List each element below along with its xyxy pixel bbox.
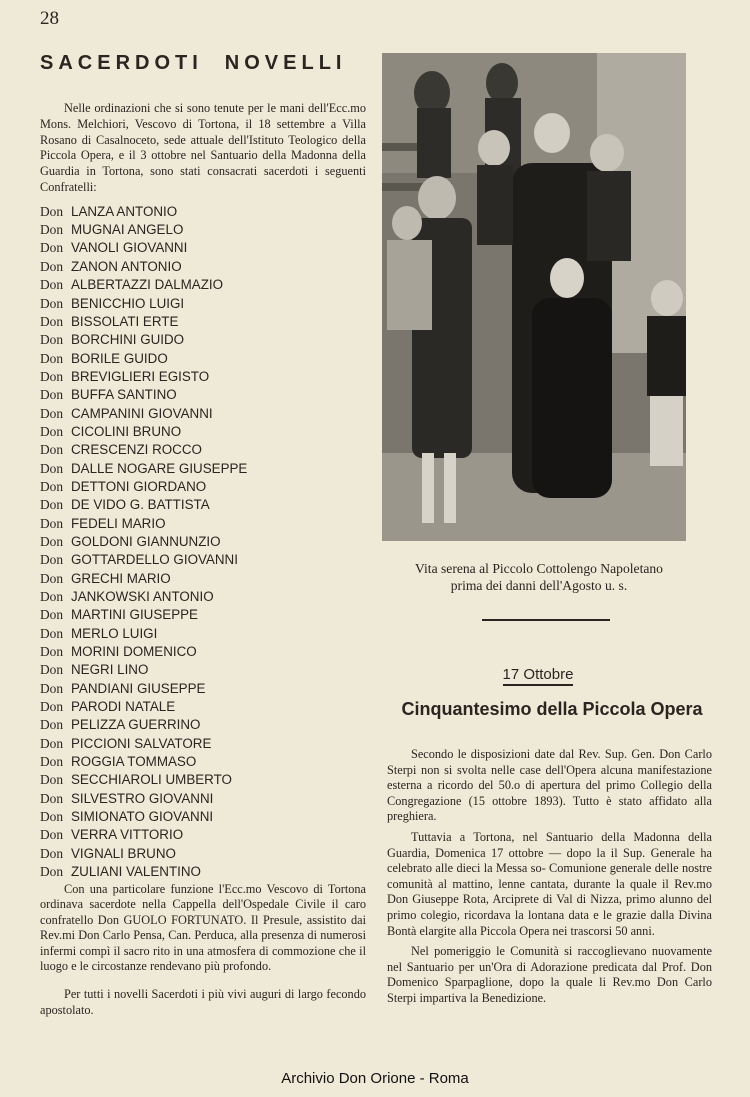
- priest-name-item: [40, 661, 366, 679]
- priest-name-item: [40, 808, 366, 826]
- priest-name: DETTONI GIORDANO: [71, 478, 207, 494]
- priest-name: ZULIANI VALENTINO: [71, 864, 201, 880]
- priest-name-item: [40, 845, 366, 863]
- priest-title-prefix: Don: [40, 258, 64, 274]
- priest-title-prefix: Don: [40, 717, 64, 733]
- photo-caption: [372, 561, 706, 594]
- priest-name: MERLO LUIGI: [71, 625, 158, 641]
- priest-name-item: [40, 826, 366, 844]
- priest-title-prefix: Don: [40, 570, 64, 586]
- priest-title-prefix: Don: [40, 515, 64, 531]
- priest-name: BREVIGLIERI EGISTO: [71, 368, 210, 384]
- photo-caption-line2: prima dei danni dell'Agosto u. s.: [450, 577, 628, 593]
- priest-name: SIMIONATO GIOVANNI: [71, 809, 214, 825]
- priest-name-item: [40, 331, 366, 349]
- priest-name-item: [40, 515, 366, 533]
- priest-name: JANKOWSKI ANTONIO: [71, 589, 214, 604]
- priest-name-item: [40, 496, 366, 514]
- priest-name-item: [40, 368, 366, 386]
- priest-name: BENICCHIO LUIGI: [71, 295, 185, 311]
- section-title-word1: SACERDOTI: [40, 52, 203, 74]
- priest-title-prefix: Don: [40, 313, 64, 329]
- priest-name-item: [40, 460, 366, 478]
- priest-title-prefix: Don: [40, 625, 64, 641]
- priest-name: DALLE NOGARE GIUSEPPE: [71, 460, 248, 476]
- priest-name-item: [40, 753, 366, 771]
- priest-title-prefix: Don: [40, 644, 64, 660]
- priest-name-item: [40, 771, 366, 789]
- priest-name-item: [40, 313, 366, 331]
- priest-title-prefix: Don: [40, 827, 64, 843]
- priest-name-item: [40, 551, 366, 569]
- priest-name: SECCHIAROLI UMBERTO: [71, 772, 232, 788]
- priest-name: CAMPANINI GIOVANNI: [71, 405, 213, 421]
- group-photograph: [382, 53, 686, 541]
- priest-name-item: [40, 441, 366, 459]
- article-title: Cinquantesimo della Piccola Opera: [401, 699, 703, 719]
- priest-name-list: [40, 203, 366, 882]
- priest-name: CRESCENZI ROCCO: [71, 442, 202, 458]
- closing-paragraph: Per tutti i novelli Sacerdoti i più vivi auguri di largo fecondo apostolato.: [40, 987, 366, 1017]
- photo-caption-line1: Vita serena al Piccolo Cottolengo Napoletano: [415, 561, 663, 576]
- priest-name: PELIZZA GUERRINO: [71, 717, 201, 733]
- priest-name-item: [40, 239, 366, 257]
- priest-name-item: [40, 295, 366, 313]
- priest-name-item: [40, 533, 366, 551]
- priest-title-prefix: Don: [40, 295, 64, 311]
- priest-name: VIGNALI BRUNO: [71, 845, 176, 861]
- priest-name-item: [40, 203, 366, 221]
- priest-title-prefix: Don: [40, 589, 64, 604]
- priest-name: BUFFA SANTINO: [71, 387, 177, 403]
- priest-title-prefix: Don: [40, 350, 64, 366]
- priest-name-item: [40, 405, 366, 423]
- priest-name: FEDELI MARIO: [71, 515, 166, 531]
- priest-name-item: [40, 643, 366, 661]
- priest-name-item: [40, 735, 366, 753]
- priest-name: BORILE GUIDO: [71, 350, 168, 366]
- priest-name-item: [40, 423, 366, 441]
- priest-name-item: [40, 790, 366, 808]
- ordination-paragraph: Con una particolare funzione l'Ecc.mo Vescovo di Tortona ordinava sacerdote nella Cappella dell'Ospedale Civile il caro confratello Don GUOLO FORTUNATO. Il Presule, assistito dai Rev.mi Don Carlo Pensa, Can. Perduca, alla presenza di numerosi infermi compì il sacro rito in una atmosfera di commozione che il luogo e le circostanze rendevano più profondo.: [40, 881, 366, 974]
- priest-title-prefix: Don: [40, 662, 64, 678]
- priest-title-prefix: Don: [40, 864, 64, 880]
- priest-title-prefix: Don: [40, 533, 64, 549]
- article-paragraph-3: Nel pomeriggio le Comunità si raccoglievano nuovamente nel Santuario per un'Ora di Adorazione predicata dal Prof. Don Domenico Sparpaglione, dopo la quale li Rev.mo Don Carlo Sterpi impartiva la Benedizione.: [387, 944, 712, 1005]
- priest-name-item: [40, 350, 366, 368]
- priest-title-prefix: Don: [40, 460, 64, 476]
- section-title: [40, 52, 366, 75]
- priest-name: NEGRI LINO: [71, 662, 149, 678]
- priest-title-prefix: Don: [40, 368, 64, 384]
- archive-footer: Archivio Don Orione - Roma: [281, 1070, 469, 1087]
- priest-title-prefix: Don: [40, 442, 64, 458]
- priest-name: GRECHI MARIO: [71, 570, 171, 586]
- priest-name: PICCIONI SALVATORE: [71, 735, 212, 751]
- priest-name-item: [40, 570, 366, 588]
- priest-title-prefix: Don: [40, 772, 64, 788]
- priest-name-item: [40, 698, 366, 716]
- priest-name: MUGNAI ANGELO: [71, 222, 184, 238]
- article-date: [388, 666, 688, 683]
- priest-name: BORCHINI GUIDO: [71, 332, 185, 348]
- priest-name-item: [40, 588, 366, 606]
- priest-name-item: [40, 863, 366, 881]
- priest-name: SILVESTRO GIOVANNI: [71, 790, 214, 806]
- priest-name: VANOLI GIOVANNI: [71, 240, 188, 256]
- article-paragraph-2: Tuttavia a Tortona, nel Santuario della Madonna della Guardia, Domenica 17 ottobre — dopo la il Sup. Generale ha celebrato alle dieci la Messa so- Comunione generale delle nostre comunità al mattino, lenne cantata, durante la quale il Rev.mo Don Giuseppe Rota, Arciprete di Val di Nizza, primo alunno del primo colegio, ricordava la lontana data e le grazie dalla Divina Bontà elargite alla Piccola Opera nei trascorsi 50 anni.: [387, 829, 712, 938]
- article-paragraph-1: Secondo le disposizioni date dal Rev. Sup. Gen. Don Carlo Sterpi non si svolta nelle case dell'Opera alcuna manifestazione esterna a ricordo del 50.o di apertura del primo Collegio della Congregazione (15 ottobre 1893). Tutto è stato affidato alla preghiera.: [387, 747, 712, 824]
- left-column: [40, 52, 366, 1018]
- priest-title-prefix: Don: [40, 845, 64, 861]
- article-date-text: 17 Ottobre: [503, 666, 574, 686]
- section-title-word2: NOVELLI: [224, 52, 347, 74]
- priest-name: GOTTARDELLO GIOVANNI: [71, 552, 238, 568]
- article-body: [387, 747, 712, 1007]
- priest-name: ROGGIA TOMMASO: [71, 754, 197, 770]
- priest-title-prefix: Don: [40, 809, 64, 825]
- priest-title-prefix: Don: [40, 680, 64, 696]
- priest-name-item: [40, 716, 366, 734]
- priest-name: MARTINI GIUSEPPE: [71, 607, 198, 623]
- priest-name: GOLDONI GIANNUNZIO: [71, 533, 221, 549]
- priest-name-item: [40, 221, 366, 239]
- priest-name: PANDIANI GIUSEPPE: [71, 680, 206, 696]
- priest-name-item: [40, 276, 366, 294]
- priest-name-item: [40, 680, 366, 698]
- priest-name: DE VIDO G. BATTISTA: [71, 497, 210, 513]
- priest-title-prefix: Don: [40, 222, 64, 238]
- priest-title-prefix: Don: [40, 277, 64, 293]
- priest-name: PARODI NATALE: [71, 699, 176, 715]
- page-number: 28: [40, 8, 59, 29]
- priest-name: LANZA ANTONIO: [71, 203, 178, 219]
- priest-name: CICOLINI BRUNO: [71, 423, 182, 439]
- priest-name-item: [40, 606, 366, 624]
- priest-title-prefix: Don: [40, 552, 64, 568]
- intro-paragraph: Nelle ordinazioni che si sono tenute per le mani dell'Ecc.mo Mons. Melchiori, Vescovo di Tortona, il 18 settembre a Villa Rosano di Casalnoceto, sede attuale dell'Istituto Teologico della Piccola Opera, e il 3 ottobre nel Santuario della Madonna della Guardia in Tortona, sono stati consacrati sacerdoti i seguenti Confratelli:: [40, 101, 366, 194]
- priest-name-item: [40, 478, 366, 496]
- priest-name-item: [40, 386, 366, 404]
- priest-title-prefix: Don: [40, 478, 64, 494]
- priest-name-item: [40, 625, 366, 643]
- priest-title-prefix: Don: [40, 735, 64, 751]
- priest-name: BISSOLATI ERTE: [71, 313, 179, 329]
- priest-title-prefix: Don: [40, 699, 64, 715]
- priest-name: MORINI DOMENICO: [71, 644, 197, 660]
- priest-title-prefix: Don: [40, 387, 64, 403]
- priest-title-prefix: Don: [40, 240, 64, 256]
- priest-title-prefix: Don: [40, 607, 64, 623]
- priest-title-prefix: Don: [40, 423, 64, 439]
- priest-name: VERRA VITTORIO: [71, 827, 184, 843]
- priest-name: ZANON ANTONIO: [71, 258, 182, 274]
- priest-title-prefix: Don: [40, 754, 64, 770]
- priest-title-prefix: Don: [40, 203, 64, 219]
- priest-title-prefix: Don: [40, 332, 64, 348]
- photograph-image: [382, 53, 686, 541]
- priest-title-prefix: Don: [40, 497, 64, 513]
- priest-name-item: [40, 258, 366, 276]
- divider-rule: [482, 619, 610, 621]
- priest-title-prefix: Don: [40, 790, 64, 806]
- priest-name: ALBERTAZZI DALMAZIO: [71, 277, 224, 293]
- priest-title-prefix: Don: [40, 405, 64, 421]
